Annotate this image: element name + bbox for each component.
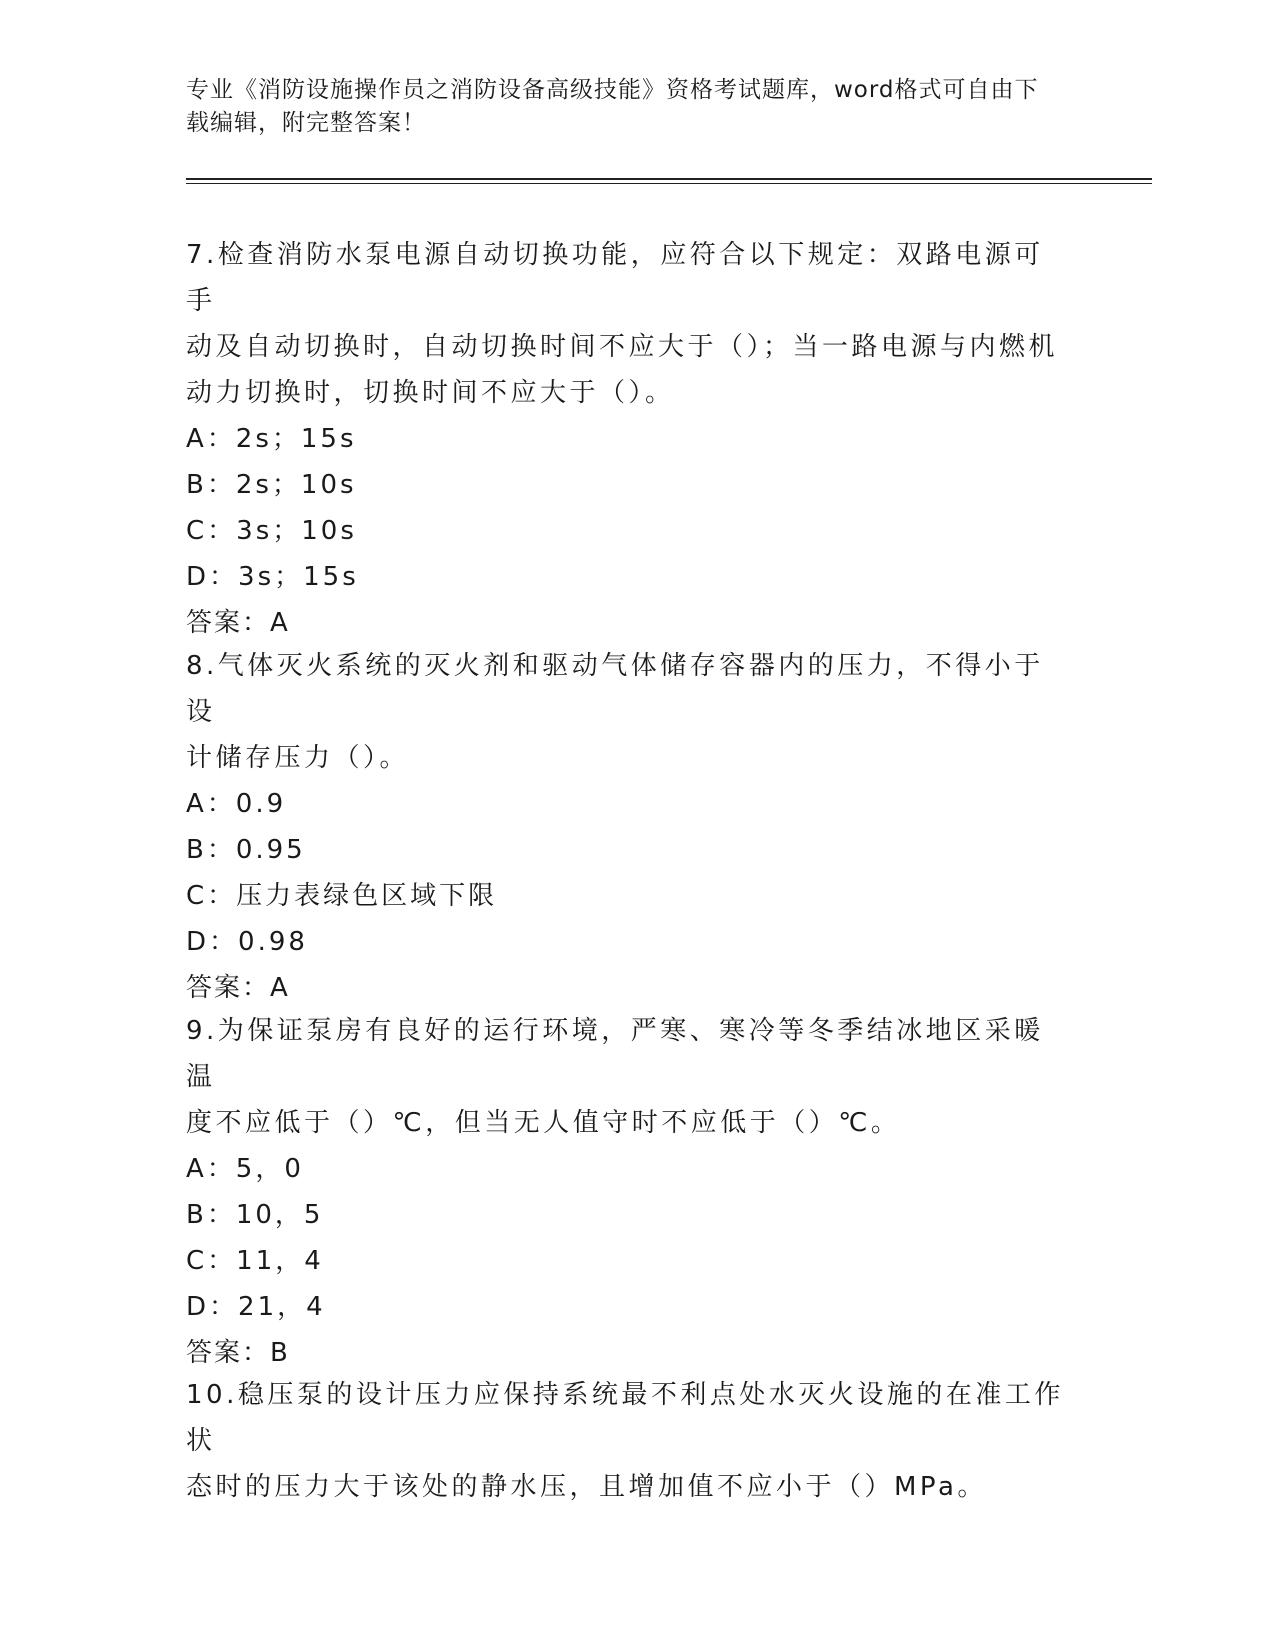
option-a: A：5，0 bbox=[186, 1154, 304, 1184]
option-d: D：0.98 bbox=[186, 927, 308, 957]
document-header bbox=[186, 74, 1066, 140]
question-stem-line: 度不应低于（）℃，但当无人值守时不应低于（）℃。 bbox=[186, 1108, 901, 1138]
option-c: C：压力表绿色区域下限 bbox=[186, 881, 498, 911]
option-b: B：2s；10s bbox=[186, 470, 357, 500]
question-10 bbox=[186, 1372, 1066, 1510]
answer: 答案：A bbox=[186, 608, 290, 638]
answer: 答案：B bbox=[186, 1338, 290, 1368]
answer: 答案：A bbox=[186, 973, 290, 1003]
question-stem-line: 9.为保证泵房有良好的运行环境，严寒、寒冷等冬季结冰地区采暖温 bbox=[186, 1016, 1044, 1092]
question-stem-line: 8.气体灭火系统的灭火剂和驱动气体储存容器内的压力，不得小于设 bbox=[186, 651, 1044, 727]
question-stem-line: 7.检查消防水泵电源自动切换功能，应符合以下规定：双路电源可手 bbox=[186, 240, 1044, 316]
question-stem-line: 动力切换时，切换时间不应大于（）。 bbox=[186, 378, 675, 408]
question-stem-line: 态时的压力大于该处的静水压，且增加值不应小于（）MPa。 bbox=[186, 1472, 987, 1502]
option-b: B：10，5 bbox=[186, 1200, 324, 1230]
header-line-1: 专业《消防设施操作员之消防设备高级技能》资格考试题库，word格式可自由下 bbox=[186, 77, 1039, 103]
option-d: D：21，4 bbox=[186, 1292, 326, 1322]
question-stem-line: 10.稳压泵的设计压力应保持系统最不利点处水灭火设施的在准工作状 bbox=[186, 1380, 1064, 1456]
option-a: A：2s；15s bbox=[186, 424, 357, 454]
question-9 bbox=[186, 1008, 1066, 1376]
option-b: B：0.95 bbox=[186, 835, 306, 865]
header-line-2: 载编辑，附完整答案！ bbox=[186, 110, 426, 136]
option-c: C：3s；10s bbox=[186, 516, 357, 546]
header-divider-thin bbox=[186, 183, 1152, 184]
question-stem-line: 动及自动切换时，自动切换时间不应大于（）；当一路电源与内燃机 bbox=[186, 332, 1059, 362]
option-d: D：3s；15s bbox=[186, 562, 359, 592]
question-7 bbox=[186, 232, 1066, 646]
option-c: C：11，4 bbox=[186, 1246, 324, 1276]
question-8 bbox=[186, 643, 1066, 1011]
option-a: A：0.9 bbox=[186, 789, 287, 819]
header-divider-thick bbox=[186, 178, 1152, 180]
question-stem-line: 计储存压力（）。 bbox=[186, 743, 410, 773]
